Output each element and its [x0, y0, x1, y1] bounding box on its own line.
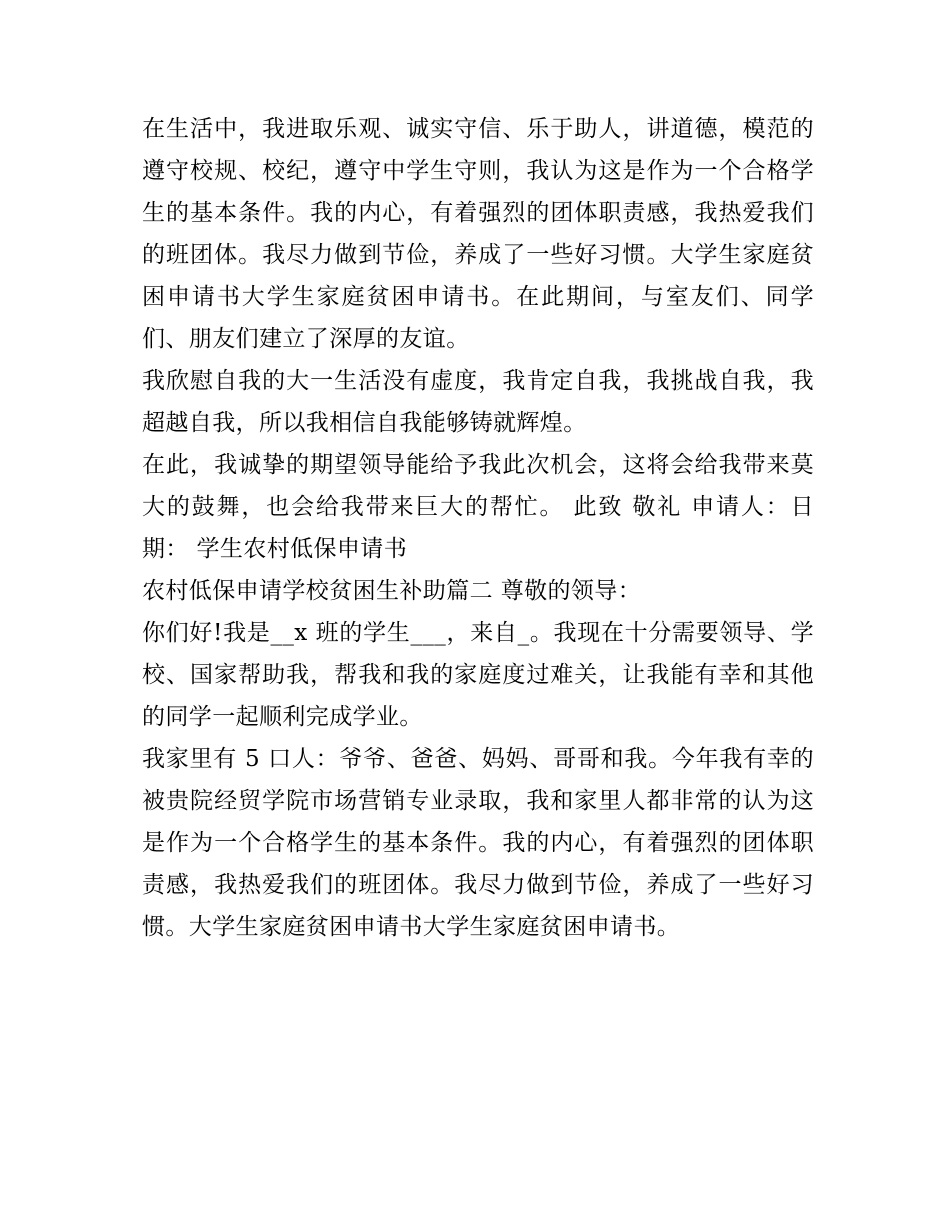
paragraph-1: 在生活中，我进取乐观、诚实守信、乐于助人，讲道德，模范的遵守校规、校纪，遵守中学生守则，我认为这是作为一个合格学生的基本条件。我的内心，有着强烈的团体职责感，我热爱我们的班团体。我尽力做到节俭，养成了一些好习惯。大学生家庭贫困申请书大学生家庭贫困申请书。在此期间，与室友们、同学们、朋友们建立了深厚的友谊。 [142, 116, 814, 352]
paragraph-2: 我欣慰自我的大一生活没有虚度，我肯定自我，我挑战自我，我超越自我，所以我相信自我能够铸就辉煌。 [142, 368, 814, 436]
paragraph-3: 在此，我诚挚的期望领导能给予我此次机会，这将会给我带来莫大的鼓舞，也会给我带来巨大的帮忙。 此致 敬礼 申请人：日期： 学生农村低保申请书 [142, 452, 814, 562]
paragraph-6: 我家里有 5 口人：爷爷、爸爸、妈妈、哥哥和我。今年我有幸的被贵院经贸学院市场营销专业录取，我和家里人都非常的认为这是作为一个合格学生的基本条件。我的内心，有着强烈的团体职责感，我热爱我们的班团体。我尽力做到节俭，养成了一些好习惯。大学生家庭贫困申请书大学生家庭贫困申请书。 [142, 746, 814, 940]
paragraph-5: 你们好!我是__x 班的学生___，来自_。我现在十分需要领导、学校、国家帮助我，帮我和我的家庭度过难关，让我能有幸和其他的同学一起顺利完成学业。 [142, 620, 814, 730]
document-body [142, 108, 814, 948]
paragraph-4: 农村低保申请学校贫困生补助篇二 尊敬的领导： [142, 578, 642, 604]
